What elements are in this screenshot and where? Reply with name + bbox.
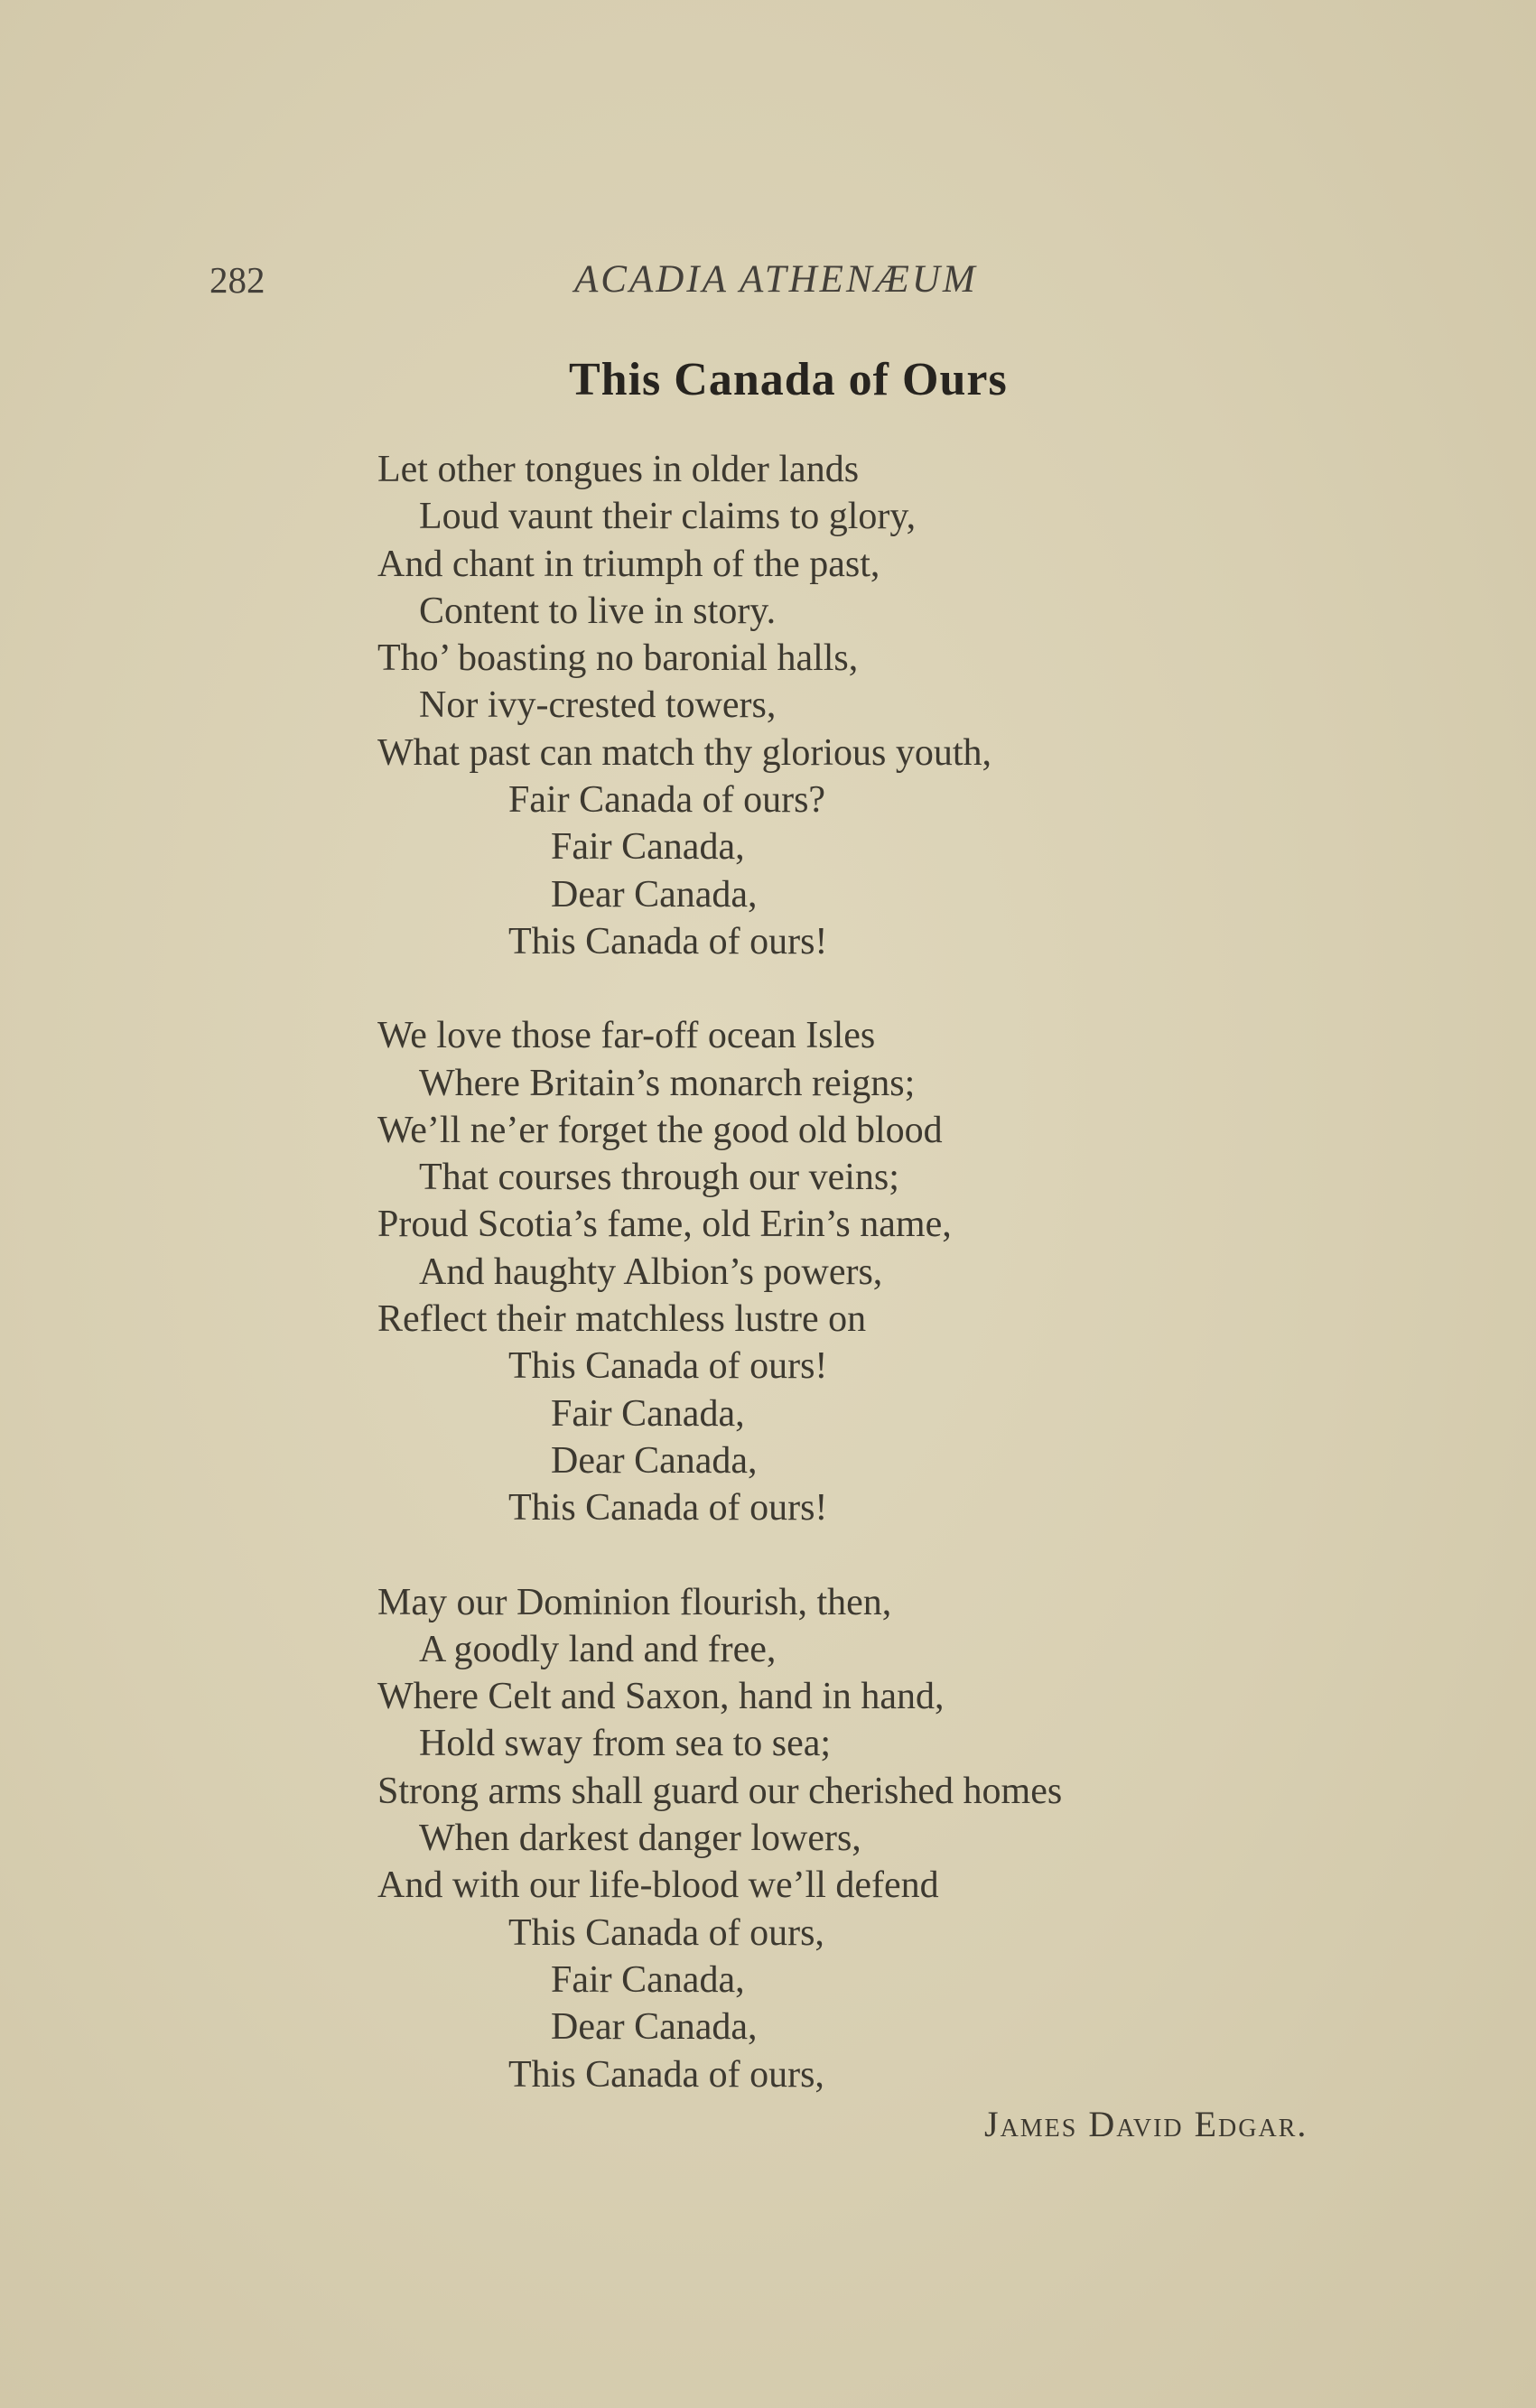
poem-line: And haughty Albion’s powers, xyxy=(419,1250,883,1293)
stanza-1 xyxy=(377,446,1280,965)
poem-refrain-line: This Canada of ours, xyxy=(508,2053,824,2096)
page-number: 282 xyxy=(209,259,265,301)
poem-line: Loud vaunt their claims to glory, xyxy=(419,496,917,538)
poem-line: Reflect their matchless lustre on xyxy=(377,1298,867,1341)
poem-line: Where Celt and Saxon, hand in hand, xyxy=(377,1676,945,1718)
poem-line: Proud Scotia’s fame, old Erin’s name, xyxy=(377,1204,952,1246)
poem-line: Hold sway from sea to sea; xyxy=(419,1723,832,1765)
poem-author: James David Edgar. xyxy=(984,2104,1308,2144)
poem-refrain-line: Dear Canada, xyxy=(551,1439,758,1482)
poem-line: May our Dominion flourish, then, xyxy=(377,1581,892,1623)
poem-refrain-line: This Canada of ours! xyxy=(508,1487,828,1529)
stanza-2 xyxy=(377,1012,1280,1531)
poem-line: And chant in triumph of the past, xyxy=(377,543,880,585)
poem-line: A goodly land and free, xyxy=(419,1628,777,1670)
poem-refrain-line: This Canada of ours, xyxy=(508,1911,824,1954)
poem-refrain-line: Fair Canada, xyxy=(551,1392,745,1435)
poem-body xyxy=(377,446,1280,2145)
poem-line: That courses through our veins; xyxy=(419,1157,899,1199)
poem-refrain-line: This Canada of ours! xyxy=(508,920,828,962)
poem-line: What past can match thy glorious youth, xyxy=(377,731,992,774)
poem-refrain-line: Dear Canada, xyxy=(551,873,758,916)
poem-line: We’ll ne’er forget the good old blood xyxy=(377,1109,943,1151)
poem-refrain-line: Fair Canada of ours? xyxy=(508,779,826,822)
poem-line: We love those far-off ocean Isles xyxy=(377,1015,876,1057)
poem-line: Let other tongues in older lands xyxy=(377,449,860,490)
poem-line: Where Britain’s monarch reigns; xyxy=(419,1062,916,1104)
running-head: ACADIA ATHENÆUM xyxy=(574,258,978,301)
poem-line: Nor ivy-crested towers, xyxy=(419,684,777,727)
poem-line: Content to live in story. xyxy=(419,590,777,632)
poem-title: This Canada of Ours xyxy=(569,354,1008,405)
poem-refrain-line: Fair Canada, xyxy=(551,826,745,869)
poem-line: And with our life-blood we’ll defend xyxy=(377,1864,939,1907)
poem-refrain-line: Fair Canada, xyxy=(551,1958,745,2001)
stanza-3 xyxy=(377,1579,1280,2098)
poem-line: Tho’ boasting no baronial halls, xyxy=(377,637,859,680)
poem-line: When darkest danger lowers, xyxy=(419,1818,861,1860)
poem-refrain-line: This Canada of ours! xyxy=(508,1345,828,1388)
poem-line: Strong arms shall guard our cherished homes xyxy=(377,1770,1063,1812)
poem-refrain-line: Dear Canada, xyxy=(551,2006,758,2049)
